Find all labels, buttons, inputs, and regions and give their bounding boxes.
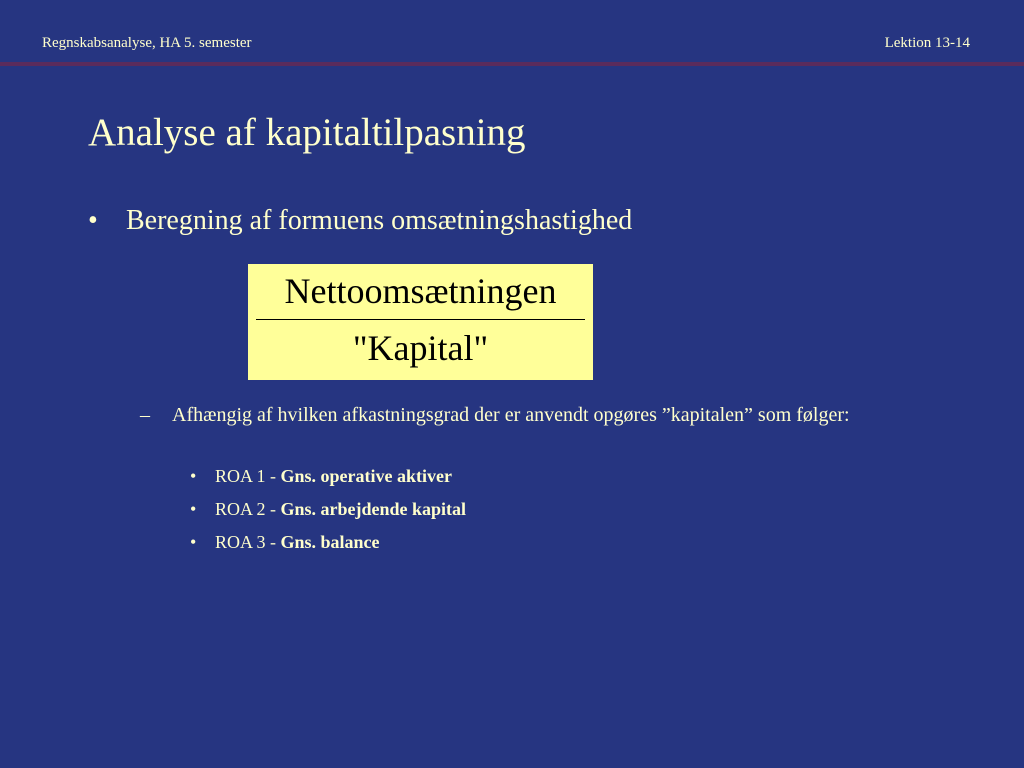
bullet-marker: • [88,205,98,236]
bullet-text: Beregning af formuens omsætningshastighed [126,205,633,236]
sub-bullet-marker: – [140,404,150,426]
roa-prefix: ROA 1 - [215,466,281,486]
header-divider [0,62,1024,66]
roa-item [190,499,466,520]
roa-value: Gns. arbejdende kapital [280,499,467,519]
roa-value: Gns. operative aktiver [280,466,452,486]
roa-bullet-marker: • [190,466,197,486]
formula-numerator: Nettoomsætningen [284,271,557,311]
header-lecture-number: Lektion 13-14 [884,35,970,51]
bullet-item [88,205,632,237]
sub-bullet-item [140,402,940,429]
sub-bullet-text: Afhængig af hvilken afkastningsgrad der er anvendt opgøres ”kapitalen” som følger: [172,404,850,426]
slide-title: Analyse af kapitaltilpasning [88,111,526,154]
roa-prefix: ROA 3 - [215,532,281,552]
header-course-title: Regnskabsanalyse, HA 5. semester [42,35,252,51]
roa-bullet-marker: • [190,499,197,519]
fraction-line [256,319,585,320]
roa-item [190,532,380,553]
roa-prefix: ROA 2 - [215,499,281,519]
formula-box [248,264,593,380]
formula-denominator: "Kapital" [352,328,489,368]
roa-value: Gns. balance [280,532,380,552]
roa-bullet-marker: • [190,532,197,552]
roa-item [190,466,452,487]
